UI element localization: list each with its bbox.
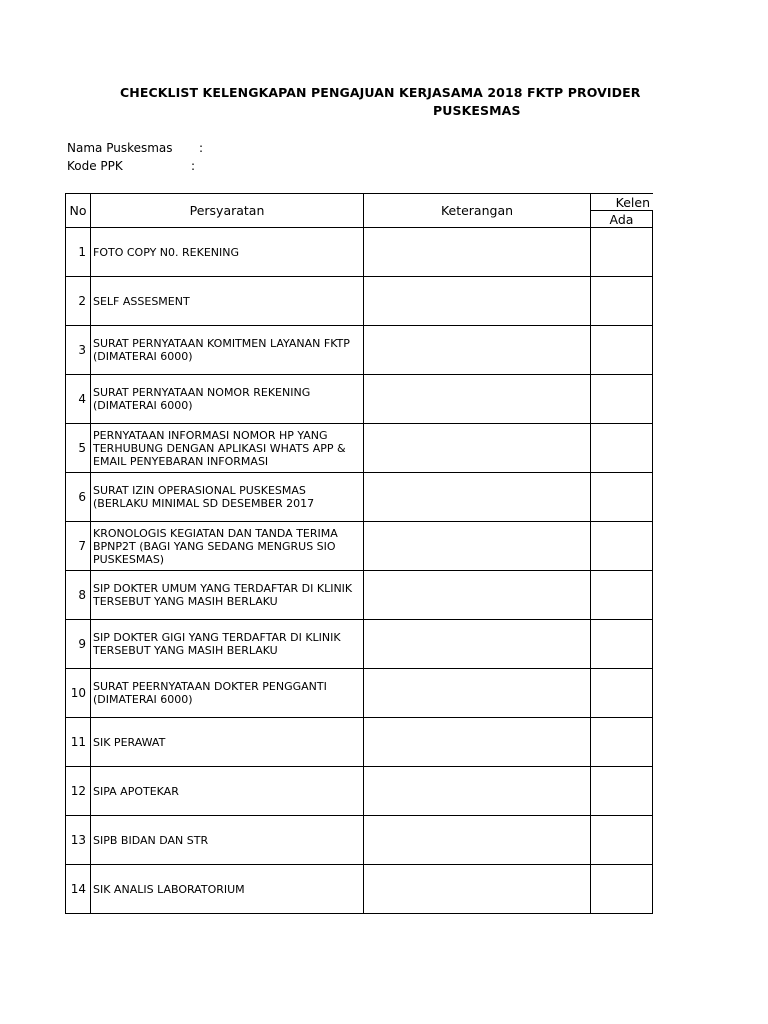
nama-puskesmas-colon: : xyxy=(199,141,204,155)
row-number: 5 xyxy=(66,424,91,473)
kode-ppk-colon: : xyxy=(191,159,196,173)
ada-checkbox-cell[interactable] xyxy=(591,424,653,473)
requirement-cell: SIP DOKTER UMUM YANG TERDAFTAR DI KLINIK TERSEBUT YANG MASIH BERLAKU xyxy=(91,571,364,620)
kode-ppk-field xyxy=(67,159,196,173)
table-row xyxy=(66,865,654,914)
kode-ppk-label: Kode PPK xyxy=(67,159,123,173)
table-row xyxy=(66,473,654,522)
requirement-cell: SIPB BIDAN DAN STR xyxy=(91,816,364,865)
keterangan-cell[interactable] xyxy=(364,228,591,277)
ada-checkbox-cell[interactable] xyxy=(591,277,653,326)
keterangan-cell[interactable] xyxy=(364,424,591,473)
keterangan-cell[interactable] xyxy=(364,326,591,375)
requirement-cell: SELF ASSESMENT xyxy=(91,277,364,326)
ada-checkbox-cell[interactable] xyxy=(591,326,653,375)
ada-checkbox-cell[interactable] xyxy=(591,718,653,767)
header-kelengkapan xyxy=(591,194,654,211)
header-ada: Ada xyxy=(591,211,653,228)
ada-checkbox-cell[interactable] xyxy=(591,669,653,718)
ada-checkbox-cell[interactable] xyxy=(591,228,653,277)
requirement-cell: SURAT PERNYATAAN KOMITMEN LAYANAN FKTP (DIMATERAI 6000) xyxy=(91,326,364,375)
keterangan-cell[interactable] xyxy=(364,718,591,767)
requirement-cell: SIP DOKTER GIGI YANG TERDAFTAR DI KLINIK TERSEBUT YANG MASIH BERLAKU xyxy=(91,620,364,669)
requirement-cell: SIK ANALIS LABORATORIUM xyxy=(91,865,364,914)
row-number: 7 xyxy=(66,522,91,571)
nama-puskesmas-label: Nama Puskesmas xyxy=(67,141,173,155)
tidak-ada-checkbox-cell[interactable] xyxy=(653,669,654,718)
table-row xyxy=(66,228,654,277)
row-number: 3 xyxy=(66,326,91,375)
table-row xyxy=(66,326,654,375)
row-number: 9 xyxy=(66,620,91,669)
requirement-cell: SURAT IZIN OPERASIONAL PUSKESMAS (BERLAKU MINIMAL SD DESEMBER 2017 xyxy=(91,473,364,522)
tidak-ada-checkbox-cell[interactable] xyxy=(653,473,654,522)
row-number: 8 xyxy=(66,571,91,620)
requirement-cell: SIPA APOTEKAR xyxy=(91,767,364,816)
header-keterangan: Keterangan xyxy=(364,194,591,228)
row-number: 13 xyxy=(66,816,91,865)
table-row xyxy=(66,620,654,669)
tidak-ada-checkbox-cell[interactable] xyxy=(653,375,654,424)
keterangan-cell[interactable] xyxy=(364,473,591,522)
ada-checkbox-cell[interactable] xyxy=(591,571,653,620)
keterangan-cell[interactable] xyxy=(364,277,591,326)
keterangan-cell[interactable] xyxy=(364,375,591,424)
requirement-cell: SIK PERAWAT xyxy=(91,718,364,767)
row-number: 14 xyxy=(66,865,91,914)
table-row xyxy=(66,767,654,816)
header-persyaratan: Persyaratan xyxy=(91,194,364,228)
table-row xyxy=(66,424,654,473)
header-no: No xyxy=(66,194,91,228)
tidak-ada-checkbox-cell[interactable] xyxy=(653,424,654,473)
document-subtitle: PUSKESMAS xyxy=(433,103,521,118)
tidak-ada-checkbox-cell[interactable] xyxy=(653,816,654,865)
requirement-cell: KRONOLOGIS KEGIATAN DAN TANDA TERIMA BPNP2T (BAGI YANG SEDANG MENGRUS SIO PUSKESMAS) xyxy=(91,522,364,571)
tidak-ada-checkbox-cell[interactable] xyxy=(653,571,654,620)
ada-checkbox-cell[interactable] xyxy=(591,816,653,865)
requirement-cell: SURAT PEERNYATAAN DOKTER PENGGANTI (DIMATERAI 6000) xyxy=(91,669,364,718)
row-number: 1 xyxy=(66,228,91,277)
keterangan-cell[interactable] xyxy=(364,522,591,571)
table-row xyxy=(66,571,654,620)
tidak-ada-checkbox-cell[interactable] xyxy=(653,767,654,816)
checklist-table xyxy=(65,193,653,914)
tidak-ada-checkbox-cell[interactable] xyxy=(653,865,654,914)
keterangan-cell[interactable] xyxy=(364,865,591,914)
row-number: 2 xyxy=(66,277,91,326)
ada-checkbox-cell[interactable] xyxy=(591,865,653,914)
table-row xyxy=(66,522,654,571)
table-row xyxy=(66,375,654,424)
requirement-cell: SURAT PERNYATAAN NOMOR REKENING (DIMATERAI 6000) xyxy=(91,375,364,424)
tidak-ada-checkbox-cell[interactable] xyxy=(653,277,654,326)
checklist-sheet xyxy=(65,193,653,920)
table-row xyxy=(66,718,654,767)
tidak-ada-checkbox-cell[interactable] xyxy=(653,718,654,767)
row-number: 4 xyxy=(66,375,91,424)
header-tidak-ada xyxy=(653,211,654,228)
table-row xyxy=(66,816,654,865)
ada-checkbox-cell[interactable] xyxy=(591,522,653,571)
requirement-cell: PERNYATAAN INFORMASI NOMOR HP YANG TERHUBUNG DENGAN APLIKASI WHATS APP & EMAIL PENYEBARAN INFORMASI xyxy=(91,424,364,473)
requirement-cell: FOTO COPY N0. REKENING xyxy=(91,228,364,277)
ada-checkbox-cell[interactable] xyxy=(591,473,653,522)
row-number: 10 xyxy=(66,669,91,718)
row-number: 11 xyxy=(66,718,91,767)
row-number: 12 xyxy=(66,767,91,816)
tidak-ada-checkbox-cell[interactable] xyxy=(653,228,654,277)
nama-puskesmas-field xyxy=(67,141,204,155)
table-row xyxy=(66,277,654,326)
ada-checkbox-cell[interactable] xyxy=(591,375,653,424)
keterangan-cell[interactable] xyxy=(364,816,591,865)
document-title: CHECKLIST KELENGKAPAN PENGAJUAN KERJASAMA 2018 FKTP PROVIDER xyxy=(120,85,641,100)
keterangan-cell[interactable] xyxy=(364,571,591,620)
header-kelengkapan-label: Kelen xyxy=(615,195,651,210)
keterangan-cell[interactable] xyxy=(364,767,591,816)
keterangan-cell[interactable] xyxy=(364,669,591,718)
table-row xyxy=(66,669,654,718)
ada-checkbox-cell[interactable] xyxy=(591,620,653,669)
tidak-ada-checkbox-cell[interactable] xyxy=(653,620,654,669)
row-number: 6 xyxy=(66,473,91,522)
tidak-ada-checkbox-cell[interactable] xyxy=(653,326,654,375)
ada-checkbox-cell[interactable] xyxy=(591,767,653,816)
tidak-ada-checkbox-cell[interactable] xyxy=(653,522,654,571)
keterangan-cell[interactable] xyxy=(364,620,591,669)
